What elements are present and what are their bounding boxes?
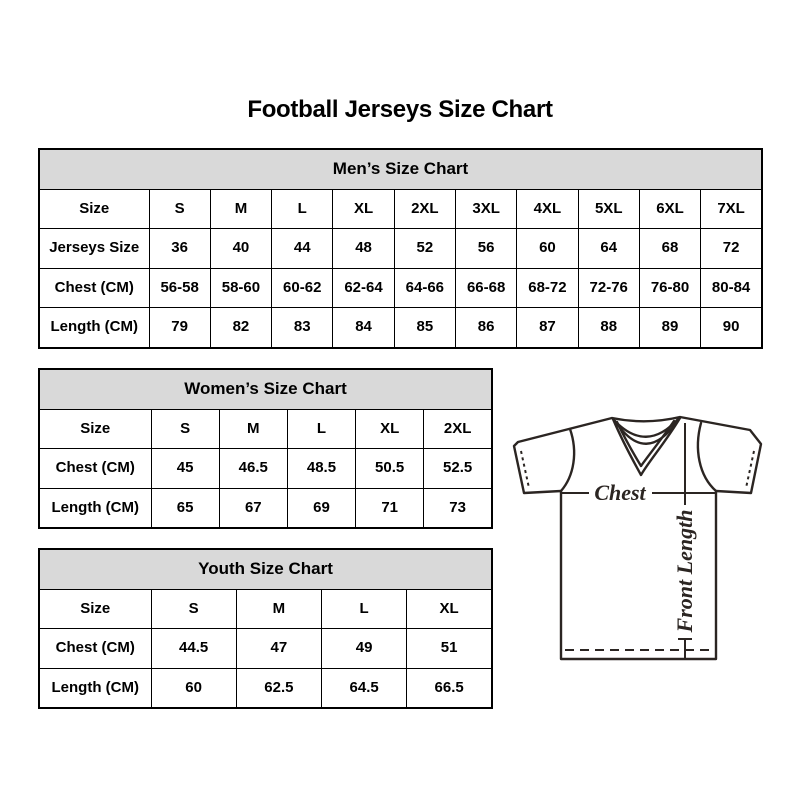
row-label-cell: Length (CM) <box>39 668 151 708</box>
size-value-cell: 66.5 <box>407 668 492 708</box>
size-value-cell: 56-58 <box>149 268 210 308</box>
size-value-cell: M <box>236 589 321 629</box>
size-value-cell: 51 <box>407 629 492 669</box>
youth-size-table <box>38 548 493 709</box>
size-value-cell: 83 <box>272 308 333 348</box>
size-value-cell: 4XL <box>517 189 578 229</box>
size-value-cell: 60 <box>151 668 236 708</box>
size-value-cell: S <box>151 589 236 629</box>
size-value-cell: 64 <box>578 229 639 269</box>
row-label-cell: Size <box>39 189 149 229</box>
row-label-cell: Chest (CM) <box>39 268 149 308</box>
size-value-cell: 44 <box>272 229 333 269</box>
size-value-cell: 44.5 <box>151 629 236 669</box>
row-label-cell: Size <box>39 409 151 449</box>
size-value-cell: 60-62 <box>272 268 333 308</box>
size-value-cell: 48.5 <box>287 449 355 489</box>
size-value-cell: L <box>322 589 407 629</box>
row-label-cell: Length (CM) <box>39 488 151 528</box>
size-value-cell: 64-66 <box>394 268 455 308</box>
size-value-cell: 64.5 <box>322 668 407 708</box>
size-value-cell: 71 <box>356 488 424 528</box>
row-label-cell: Jerseys Size <box>39 229 149 269</box>
row-label-cell: Length (CM) <box>39 308 149 348</box>
size-value-cell: 76-80 <box>639 268 700 308</box>
size-value-cell: S <box>151 409 219 449</box>
size-value-cell: 80-84 <box>701 268 762 308</box>
size-value-cell: M <box>210 189 271 229</box>
row-label-cell: Size <box>39 589 151 629</box>
jersey-measurement-diagram <box>500 398 770 678</box>
size-value-cell: 68-72 <box>517 268 578 308</box>
size-value-cell: 87 <box>517 308 578 348</box>
size-value-cell: 58-60 <box>210 268 271 308</box>
size-value-cell: 3XL <box>455 189 516 229</box>
size-value-cell: 49 <box>322 629 407 669</box>
row-label-cell: Chest (CM) <box>39 449 151 489</box>
size-value-cell: 84 <box>333 308 394 348</box>
size-value-cell: S <box>149 189 210 229</box>
size-value-cell: 72-76 <box>578 268 639 308</box>
size-value-cell: 40 <box>210 229 271 269</box>
size-value-cell: 72 <box>701 229 762 269</box>
size-value-cell: 52 <box>394 229 455 269</box>
table-title: Youth Size Chart <box>39 549 492 589</box>
womens-size-table <box>38 368 493 529</box>
size-value-cell: XL <box>356 409 424 449</box>
jersey-outline <box>514 417 761 659</box>
size-value-cell: 52.5 <box>424 449 492 489</box>
size-value-cell: 60 <box>517 229 578 269</box>
size-value-cell: 2XL <box>424 409 492 449</box>
size-value-cell: XL <box>333 189 394 229</box>
size-value-cell: L <box>287 409 355 449</box>
size-value-cell: 62-64 <box>333 268 394 308</box>
size-value-cell: 62.5 <box>236 668 321 708</box>
table-title: Women’s Size Chart <box>39 369 492 409</box>
size-value-cell: 68 <box>639 229 700 269</box>
size-value-cell: 86 <box>455 308 516 348</box>
size-value-cell: 73 <box>424 488 492 528</box>
size-value-cell: 90 <box>701 308 762 348</box>
size-value-cell: 5XL <box>578 189 639 229</box>
chest-label: Chest <box>594 480 646 505</box>
size-value-cell: 47 <box>236 629 321 669</box>
size-value-cell: 89 <box>639 308 700 348</box>
size-value-cell: 66-68 <box>455 268 516 308</box>
size-value-cell: 67 <box>219 488 287 528</box>
size-value-cell: XL <box>407 589 492 629</box>
size-value-cell: 36 <box>149 229 210 269</box>
size-value-cell: 79 <box>149 308 210 348</box>
size-value-cell: M <box>219 409 287 449</box>
size-value-cell: 2XL <box>394 189 455 229</box>
size-value-cell: L <box>272 189 333 229</box>
size-value-cell: 50.5 <box>356 449 424 489</box>
row-label-cell: Chest (CM) <box>39 629 151 669</box>
size-value-cell: 6XL <box>639 189 700 229</box>
size-value-cell: 48 <box>333 229 394 269</box>
size-value-cell: 45 <box>151 449 219 489</box>
size-value-cell: 88 <box>578 308 639 348</box>
size-value-cell: 69 <box>287 488 355 528</box>
size-value-cell: 7XL <box>701 189 762 229</box>
size-value-cell: 85 <box>394 308 455 348</box>
table-title: Men’s Size Chart <box>39 149 762 189</box>
size-value-cell: 82 <box>210 308 271 348</box>
size-value-cell: 46.5 <box>219 449 287 489</box>
size-value-cell: 65 <box>151 488 219 528</box>
page-title: Football Jerseys Size Chart <box>247 96 553 123</box>
front-length-label: Front Length <box>672 509 697 633</box>
size-value-cell: 56 <box>455 229 516 269</box>
mens-size-table <box>38 148 763 349</box>
